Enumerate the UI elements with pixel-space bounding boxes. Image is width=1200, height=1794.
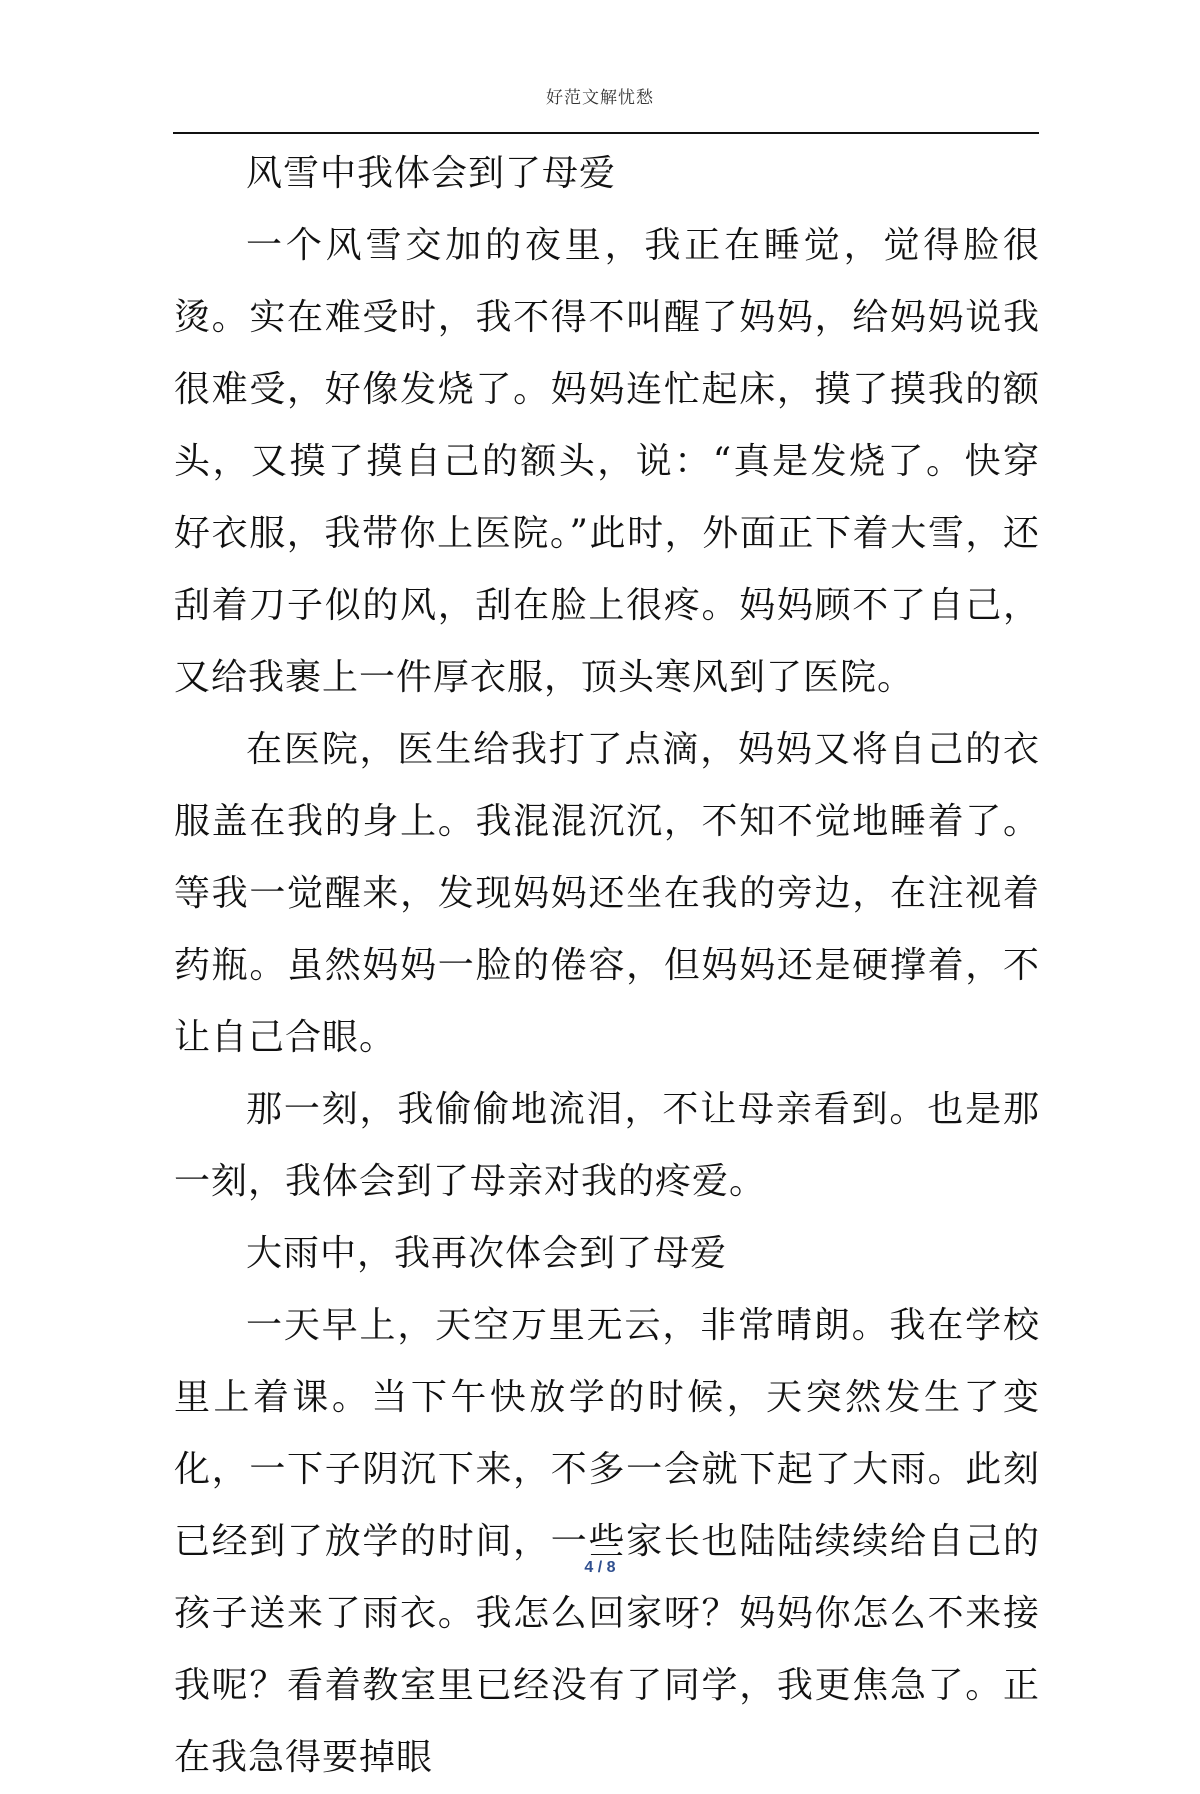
paragraph: 一天早上，天空万里无云，非常晴朗。我在学校里上着课。当下午快放学的时候，天突然发生了变化，一下子阴沉下来，不多一会就下起了大雨。此刻已经到了放学的时间，一些家长也陆陆续续给自己的孩子送来了雨衣。我怎么回家呀？妈妈你怎么不来接我呢？看着教室里已经没有了同学，我更焦急了。正在我急得要掉眼 [174, 1305, 1040, 1778]
section-heading: 大雨中，我再次体会到了母爱 [246, 1233, 728, 1274]
page-header: 好范文解忧愁 [546, 88, 654, 108]
document-body [174, 138, 1040, 1794]
page-number: 4 / 8 [584, 1559, 616, 1576]
header-divider [173, 132, 1039, 134]
section-heading: 风雪中我体会到了母爱 [246, 153, 617, 194]
paragraph: 在医院，医生给我打了点滴，妈妈又将自己的衣服盖在我的身上。我混混沉沉，不知不觉地睡着了。等我一觉醒来，发现妈妈还坐在我的旁边，在注视着药瓶。虽然妈妈一脸的倦容，但妈妈还是硬撑着，不让自己合眼。 [174, 729, 1040, 1058]
paragraph: 一个风雪交加的夜里，我正在睡觉，觉得脸很烫。实在难受时，我不得不叫醒了妈妈，给妈妈说我很难受，好像发烧了。妈妈连忙起床，摸了摸我的额头，又摸了摸自己的额头，说：“真是发烧了。快穿好衣服，我带你上医院。”此时，外面正下着大雪，还刮着刀子似的风，刮在脸上很疼。妈妈顾不了自己，又给我裹上一件厚衣服，顶头寒风到了医院。 [174, 225, 1040, 698]
paragraph: 那一刻，我偷偷地流泪，不让母亲看到。也是那一刻，我体会到了母亲对我的疼爱。 [174, 1089, 1040, 1202]
